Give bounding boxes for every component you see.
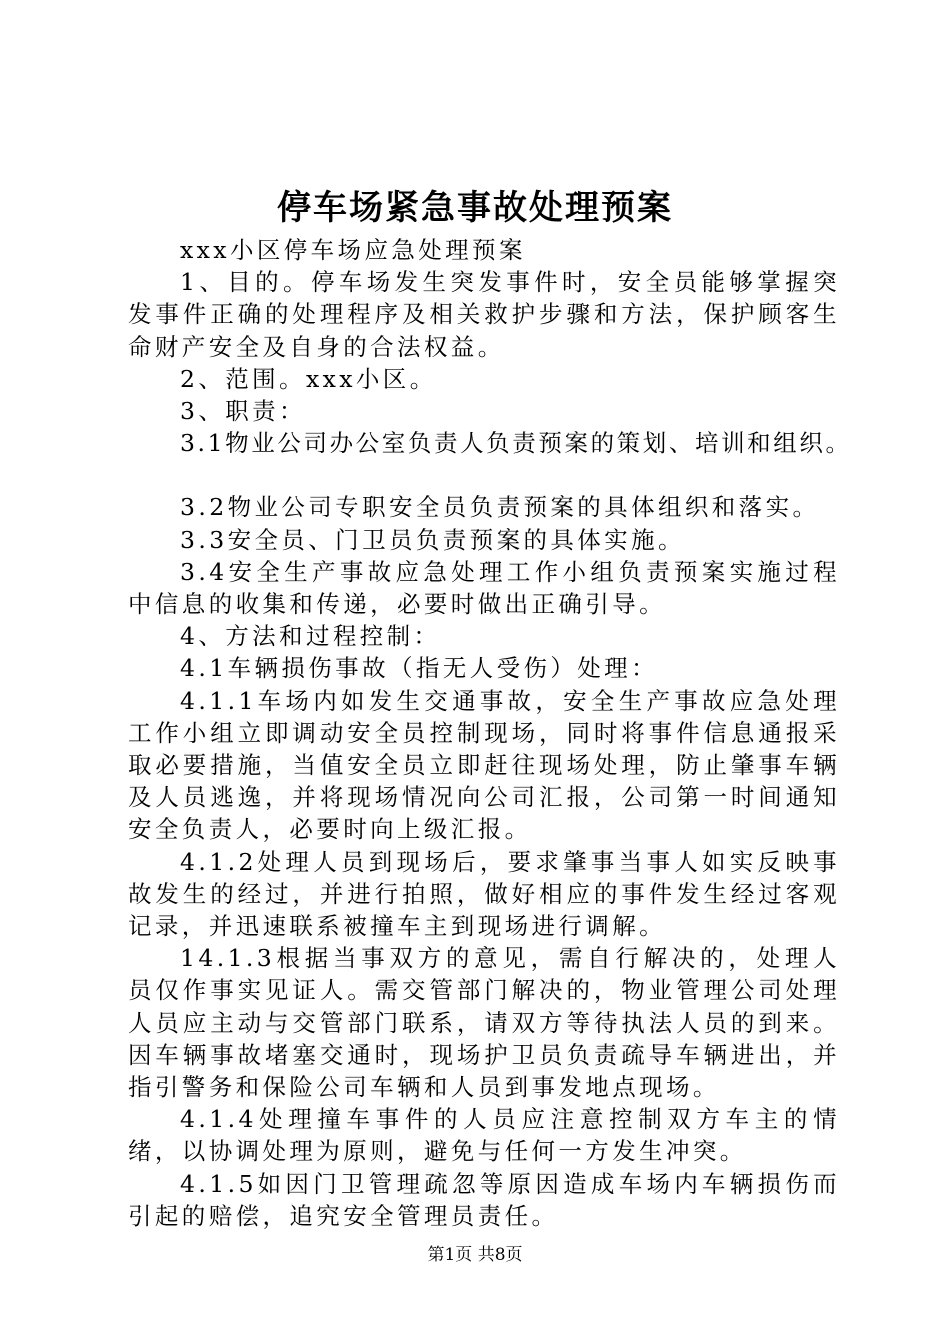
paragraph-method-4-1-1: 4.1.1车场内如发生交通事故，安全生产事故应急处理工作小组立即调动安全员控制现场，同时将事件信息通报采取必要措施，当值安全员立即赶往现场处理，防止肇事车辆及人员逃逸，并将现场情况向公司汇报，公司第一时间通知安全负责人，必要时向上级汇报。 <box>128 686 840 844</box>
paragraph-duties-heading: 3、职责： <box>180 397 306 426</box>
document-body <box>128 234 852 1232</box>
paragraph-scope: 2、范围。xxx小区。 <box>180 364 437 393</box>
paragraph-duty-3-2: 3.2物业公司专职安全员负责预案的具体组织和落实。 <box>180 493 820 522</box>
page-title: 停车场紧急事故处理预案 <box>277 188 673 228</box>
page-footer: 第1页 共8页 <box>427 1245 523 1265</box>
paragraph-duty-3-4: 3.4安全生产事故应急处理工作小组负责预案实施过程中信息的收集和传递，必要时做出正确引导。 <box>128 557 840 619</box>
paragraph-duty-3-3: 3.3安全员、门卫员负责预案的具体实施。 <box>180 525 685 554</box>
paragraph-method-4-1-5: 4.1.5如因门卫管理疏忽等原因造成车场内车辆损伤而引起的赔偿，追究安全管理员责任。 <box>128 1169 840 1230</box>
paragraph-method-4-1-4: 4.1.4处理撞车事件的人员应注意控制双方车主的情绪，以协调处理为原则，避免与任何一方发生冲突。 <box>128 1105 840 1166</box>
paragraph-duty-3-1: 3.1物业公司办公室负责人负责预案的策划、培训和组织。 <box>180 429 852 458</box>
paragraph-method-4-1-2: 4.1.2处理人员到现场后，要求肇事当事人如实反映事故发生的经过，并进行拍照，做好相应的事件发生经过客观记录，并迅速联系被撞车主到现场进行调解。 <box>128 847 840 941</box>
paragraph-method-heading: 4、方法和过程控制： <box>180 622 441 651</box>
paragraph-purpose: 1、目的。停车场发生突发事件时，安全员能够掌握突发事件正确的处理程序及相关救护步骤和方法，保护顾客生命财产安全及自身的合法权益。 <box>128 268 840 361</box>
paragraph-method-4-1-3: 14.1.3根据当事双方的意见，需自行解决的，处理人员仅作事实见证人。需交管部门解决的，物业管理公司处理人员应主动与交管部门联系，请双方等待执法人员的到来。因车辆事故堵塞交通时，现场护卫员负责疏导车辆进出，并指引警务和保险公司车辆和人员到事发地点现场。 <box>128 944 840 1102</box>
paragraph-method-4-1: 4.1车辆损伤事故（指无人受伤）处理： <box>180 654 658 683</box>
paragraph-subtitle: xxx小区停车场应急处理预案 <box>180 236 526 264</box>
